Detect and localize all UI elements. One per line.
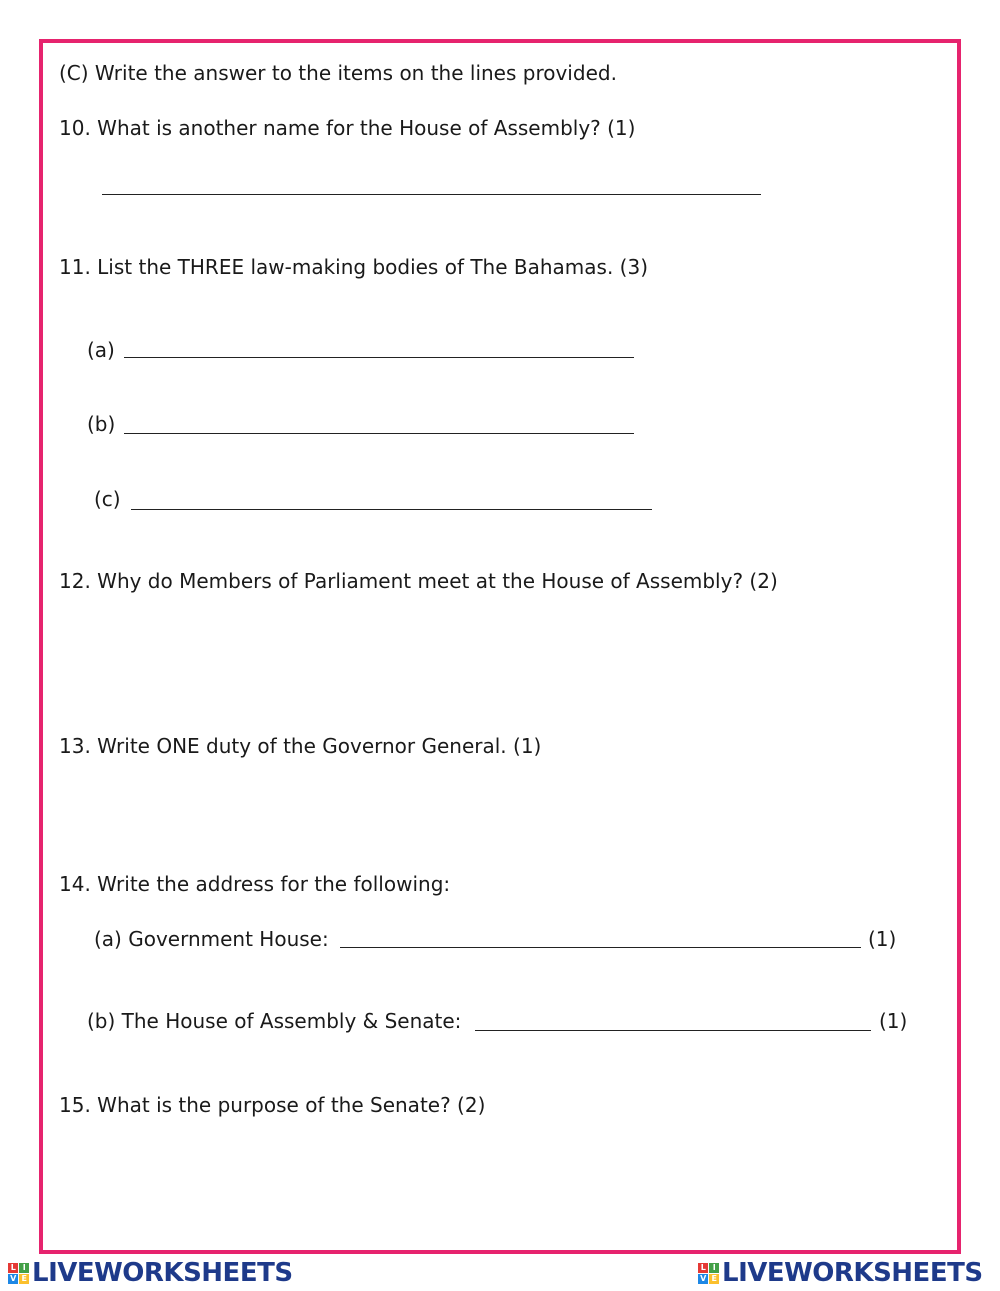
question-10: 10. What is another name for the House of Assembly? (1) bbox=[59, 116, 636, 140]
section-instruction: (C) Write the answer to the items on the lines provided. bbox=[59, 61, 617, 85]
brand-text: LIVEWORKSHEETS bbox=[32, 1258, 293, 1288]
answer-line-10[interactable] bbox=[102, 194, 761, 195]
question-14: 14. Write the address for the following: bbox=[59, 872, 451, 896]
worksheet-border bbox=[39, 39, 961, 1254]
liveworksheets-logo-left bbox=[8, 1258, 293, 1288]
answer-line-11b[interactable] bbox=[124, 433, 634, 434]
brand-text: LIVEWORKSHEETS bbox=[722, 1258, 983, 1288]
label-11a: (a) bbox=[87, 338, 115, 362]
answer-line-14b[interactable] bbox=[475, 1030, 871, 1031]
question-12: 12. Why do Members of Parliament meet at the House of Assembly? (2) bbox=[59, 569, 778, 593]
label-14b: (b) The House of Assembly & Senate: bbox=[87, 1009, 462, 1033]
liveworksheets-logo-right bbox=[698, 1258, 983, 1288]
marks-14a: (1) bbox=[868, 927, 897, 951]
label-14a: (a) Government House: bbox=[94, 927, 329, 951]
marks-14b: (1) bbox=[879, 1009, 908, 1033]
label-11c: (c) bbox=[94, 487, 121, 511]
answer-line-11a[interactable] bbox=[124, 357, 634, 358]
question-15: 15. What is the purpose of the Senate? (2) bbox=[59, 1093, 486, 1117]
question-13: 13. Write ONE duty of the Governor General. (1) bbox=[59, 734, 542, 758]
liveworksheets-icon: L I V E bbox=[8, 1263, 29, 1284]
label-11b: (b) bbox=[87, 412, 116, 436]
answer-line-11c[interactable] bbox=[131, 509, 652, 510]
answer-line-14a[interactable] bbox=[340, 947, 861, 948]
question-11: 11. List the THREE law-making bodies of The Bahamas. (3) bbox=[59, 255, 649, 279]
liveworksheets-icon: L I V E bbox=[698, 1263, 719, 1284]
